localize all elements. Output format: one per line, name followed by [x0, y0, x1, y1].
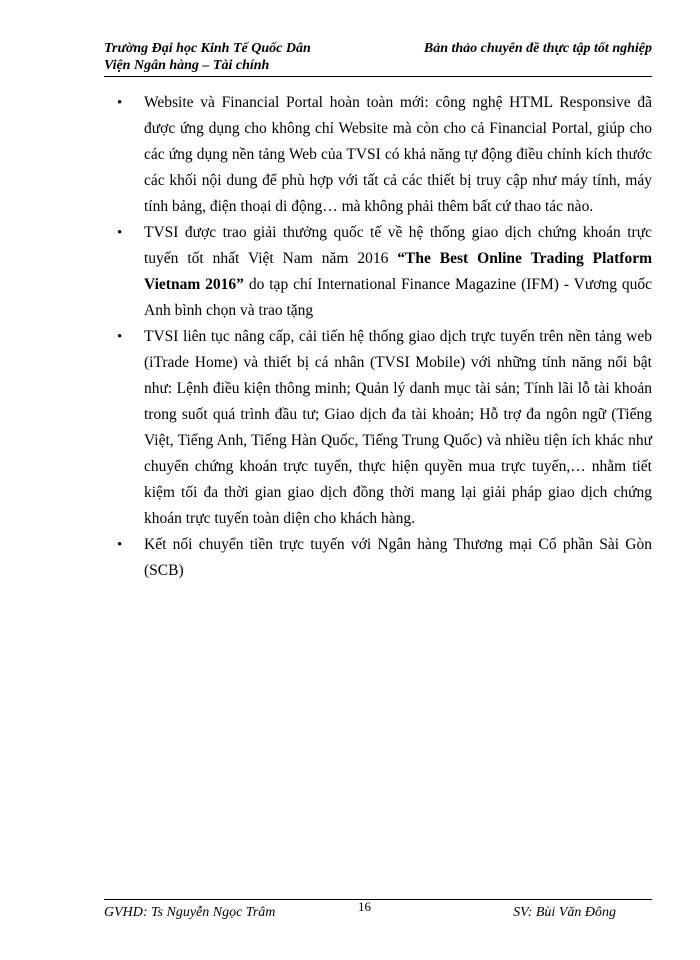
bullet-text-outro: do tạp chí International Finance Magazine (IFM) - Vương quốc Anh bình chọn và trao tặng [144, 276, 653, 319]
page-header [104, 40, 652, 76]
bullet-text-intro: TVSI được trao giải thưởng quốc tế về hệ thống giao dịch chứng khoán trực tuyến tốt nhất Việt Nam năm 2016 [144, 224, 652, 267]
supervisor-name: GVHD: Ts Nguyễn Ngọc Trâm [104, 905, 276, 920]
list-item [104, 220, 652, 324]
student-name: SV: Bùi Văn Đông [513, 905, 616, 920]
bullet-icon: • [117, 95, 123, 111]
institute-name: Viện Ngân hàng – Tài chính [104, 58, 270, 73]
list-item [104, 324, 652, 532]
header-divider [104, 76, 652, 77]
bullet-list [104, 90, 652, 584]
bullet-icon: • [117, 225, 123, 241]
list-item [104, 532, 652, 584]
header-left [104, 40, 311, 74]
list-item [104, 90, 652, 220]
document-body [104, 90, 652, 584]
bullet-text: Kết nối chuyển tiền trực tuyến với Ngân hàng Thương mại Cổ phần Sài Gòn (SCB) [144, 536, 652, 579]
footer-divider [104, 899, 652, 900]
bullet-text: Website và Financial Portal hoàn toàn mới: công nghệ HTML Responsive đã được ứng dụng cho không chỉ Website mà còn cho cả Financial Portal, giúp cho các ứng dụng nền tảng Web của TVSI có khả năng tự động điều chỉnh kích thước các khối nội dung để phù hợp với tất cả các thiết bị truy cập như máy tính, máy tính bảng, điện thoại di động… mà không phải thêm bất cứ thao tác nào. [144, 94, 652, 215]
bullet-icon: • [117, 537, 123, 553]
bullet-text: TVSI liên tục nâng cấp, cải tiến hệ thống giao dịch trực tuyến trên nền tảng web (iTrade Home) và thiết bị cá nhân (TVSI Mobile) với những tính năng nổi bật như: Lệnh điều kiện thông minh; Quản lý danh mục tài sản; Tính lãi lỗ tài khoản trong suốt quá trình đầu tư; Giao dịch đa tài khoản; Hỗ trợ đa ngôn ngữ (Tiếng Việt, Tiếng Anh, Tiếng Hàn Quốc, Tiếng Trung Quốc) và nhiều tiện ích khác như chuyển chứng khoán trực tuyến, thực hiện quyền mua trực tuyến,… nhằm tiết kiệm tối đa thời gian giao dịch đồng thời mang lại giải pháp giao dịch chứng khoán trực tuyến toàn diện cho khách hàng. [144, 328, 652, 527]
bullet-icon: • [117, 329, 123, 345]
page-footer [104, 899, 652, 926]
award-title: “The Best Online Trading Platform Vietnam 2016” [144, 250, 653, 293]
document-title: Bản thảo chuyên đề thực tập tốt nghiệp [423, 41, 652, 56]
university-name: Trường Đại học Kinh Tế Quốc Dân [104, 41, 311, 56]
page-number: 16 [358, 899, 371, 914]
